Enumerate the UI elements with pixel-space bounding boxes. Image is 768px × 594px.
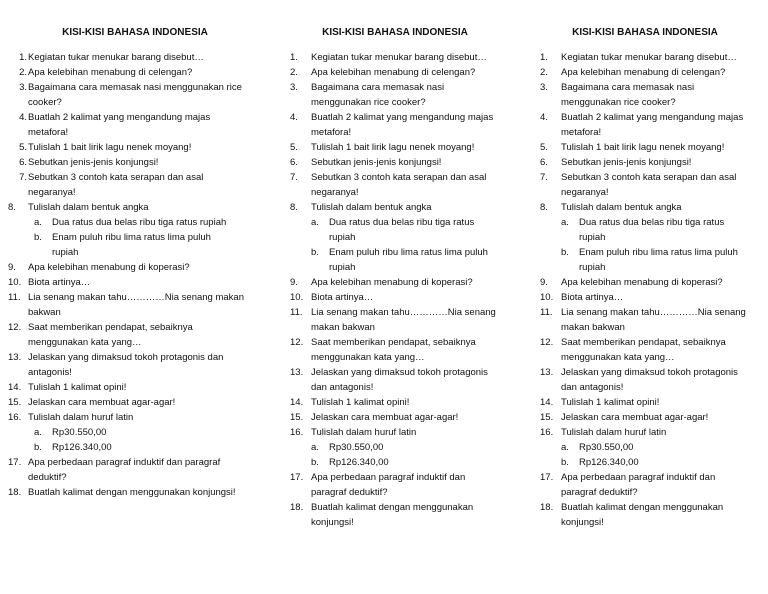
question-number: 14. [290,397,304,408]
question-item [290,410,500,425]
question-number: 2. [19,67,27,78]
sheet-title: KISI-KISI BAHASA INDONESIA [62,27,208,38]
question-item [8,380,250,395]
question-text: Buatlah kalimat dengan menggunakan konjungsi! [311,502,474,528]
sub-question-letter: a. [311,442,319,453]
question-text: Kegiatan tukar menukar barang disebut… [311,52,487,63]
question-item [290,335,500,365]
question-text: Jelaskan yang dimaksud tokoh protagonis dan antagonis! [311,367,488,393]
question-number: 3. [540,82,548,93]
question-number: 18. [290,502,304,513]
question-item [8,455,250,485]
sub-question-item [290,245,500,275]
question-text: Tulislah dalam bentuk angka [561,202,682,213]
question-text: Bagaimana cara memasak nasi menggunakan rice cooker? [28,82,242,108]
question-text: Lia senang makan tahu…………Nia senang makan bakwan [561,307,746,333]
sub-question-item [14,215,250,230]
question-number: 17. [290,472,304,483]
question-text: Jelaskan cara membuat agar-agar! [311,412,459,423]
question-text: Tulislah dalam bentuk angka [311,202,432,213]
question-number: 8. [8,202,16,213]
sub-question-item [290,440,500,455]
question-text: Jelaskan cara membuat agar-agar! [561,412,709,423]
question-text: Kegiatan tukar menukar barang disebut… [28,52,204,63]
sub-question-item [14,230,250,260]
question-item [14,50,250,65]
question-text: Sebutkan jenis-jenis konjungsi! [28,157,159,168]
sub-question-text: Rp30.550,00 [579,442,634,453]
question-item [14,140,250,155]
sub-question-text: Dua ratus dua belas ribu tiga ratus rupiah [579,217,725,243]
question-item [540,335,750,365]
question-item [290,80,500,110]
sub-question-text: Dua ratus dua belas ribu tiga ratus rupiah [329,217,475,243]
question-number: 1. [19,52,27,63]
question-item [540,290,750,305]
question-text: Tulislah 1 bait lirik lagu nenek moyang! [311,142,475,153]
question-text: Tulislah dalam huruf latin [28,412,134,423]
question-sheet-2 [290,26,500,530]
question-number: 12. [540,337,554,348]
sheet-title: KISI-KISI BAHASA INDONESIA [572,27,718,38]
question-number: 1. [290,52,298,63]
question-number: 6. [540,157,548,168]
question-number: 9. [8,262,16,273]
question-number: 2. [540,67,548,78]
question-text: Tulislah dalam huruf latin [311,427,417,438]
question-item [290,365,500,395]
sub-question-letter: a. [34,427,42,438]
question-text: Jelaskan yang dimaksud tokoh protagonis dan antagonis! [561,367,738,393]
question-number: 1. [540,52,548,63]
question-number: 3. [19,82,27,93]
sub-question-letter: a. [34,217,42,228]
question-text: Sebutkan 3 contoh kata serapan dan asal negaranya! [28,172,204,198]
sub-question-text: Rp126.340,00 [579,457,639,468]
question-item [540,65,750,80]
sub-question-item [540,455,750,470]
question-item [290,170,500,200]
question-number: 11. [8,292,21,303]
question-number: 5. [290,142,298,153]
question-text: Saat memberikan pendapat, sebaiknya menggunakan kata yang… [28,322,193,348]
question-number: 15. [290,412,304,423]
question-item [540,50,750,65]
question-text: Tulislah dalam huruf latin [561,427,667,438]
question-number: 16. [8,412,22,423]
question-item [540,395,750,410]
question-text: Tulislah 1 kalimat opini! [311,397,410,408]
sub-question-text: Enam puluh ribu lima ratus lima puluh rupiah [329,247,488,273]
question-number: 8. [290,202,298,213]
question-text: Biota artinya… [28,277,91,288]
question-number: 13. [290,367,304,378]
question-number: 14. [8,382,22,393]
question-sheet-3 [540,26,750,530]
question-number: 11. [290,307,303,318]
question-text: Sebutkan jenis-jenis konjungsi! [311,157,442,168]
sub-question-letter: a. [561,217,569,228]
question-number: 10. [540,292,554,303]
question-item [290,305,500,335]
question-number: 6. [19,157,27,168]
sub-question-letter: b. [34,442,42,453]
question-number: 7. [540,172,548,183]
question-number: 14. [540,397,554,408]
question-text: Apa kelebihan menabung di celengan? [561,67,726,78]
question-text: Lia senang makan tahu…………Nia senang makan bakwan [28,292,244,318]
question-item [290,200,500,215]
question-item [14,65,250,80]
question-number: 9. [290,277,298,288]
question-text: Buatlah kalimat dengan menggunakan konjungsi! [28,487,236,498]
question-item [8,395,250,410]
sub-question-item [540,245,750,275]
question-number: 13. [540,367,554,378]
question-item [540,155,750,170]
sub-question-letter: a. [311,217,319,228]
question-number: 18. [540,502,554,513]
sub-question-letter: b. [561,457,569,468]
question-item [290,395,500,410]
question-text: Buatlah 2 kalimat yang mengandung majas metafora! [311,112,494,138]
question-text: Tulislah 1 bait lirik lagu nenek moyang! [561,142,725,153]
question-item [290,425,500,440]
question-item [540,80,750,110]
sub-question-item [290,215,500,245]
question-item [290,50,500,65]
sub-question-text: Dua ratus dua belas ribu tiga ratus rupiah [52,217,227,228]
question-item [540,140,750,155]
question-text: Apa perbedaan paragraf induktif dan paragraf deduktif? [311,472,466,498]
question-item [8,200,250,215]
question-text: Jelaskan cara membuat agar-agar! [28,397,176,408]
question-text: Tulislah 1 kalimat opini! [28,382,127,393]
question-number: 15. [540,412,554,423]
question-item [8,260,250,275]
question-number: 4. [540,112,548,123]
question-number: 11. [540,307,553,318]
sub-question-letter: b. [311,457,319,468]
question-text: Buatlah kalimat dengan menggunakan konjungsi! [561,502,724,528]
sub-question-letter: a. [561,442,569,453]
question-item [540,410,750,425]
question-text: Apa kelebihan menabung di koperasi? [28,262,190,273]
question-number: 12. [8,322,22,333]
question-text: Lia senang makan tahu…………Nia senang makan bakwan [311,307,496,333]
question-number: 7. [290,172,298,183]
question-item [290,500,500,530]
question-item [290,290,500,305]
question-number: 5. [19,142,27,153]
question-number: 12. [290,337,304,348]
question-text: Apa kelebihan menabung di celengan? [311,67,476,78]
question-number: 17. [8,457,22,468]
question-item [14,110,250,140]
question-text: Buatlah 2 kalimat yang mengandung majas metafora! [28,112,211,138]
question-text: Bagaimana cara memasak nasi menggunakan rice cooker? [311,82,445,108]
question-text: Apa perbedaan paragraf induktif dan paragraf deduktif? [28,457,221,483]
question-number: 16. [290,427,304,438]
question-item [14,80,250,110]
question-text: Apa kelebihan menabung di koperasi? [561,277,723,288]
sub-question-text: Rp30.550,00 [52,427,107,438]
question-text: Buatlah 2 kalimat yang mengandung majas metafora! [561,112,744,138]
question-text: Biota artinya… [561,292,624,303]
question-item [8,410,250,425]
question-item [540,425,750,440]
question-sheet-1 [8,26,250,500]
sub-question-item [540,215,750,245]
question-text: Sebutkan jenis-jenis konjungsi! [561,157,692,168]
question-number: 3. [290,82,298,93]
question-item [290,65,500,80]
sub-question-letter: b. [34,232,42,243]
question-number: 16. [540,427,554,438]
question-item [8,290,250,320]
question-text: Saat memberikan pendapat, sebaiknya menggunakan kata yang… [311,337,476,363]
sub-question-letter: b. [311,247,319,258]
question-number: 18. [8,487,22,498]
question-text: Apa kelebihan menabung di koperasi? [311,277,473,288]
question-text: Kegiatan tukar menukar barang disebut… [561,52,737,63]
question-item [540,200,750,215]
question-number: 13. [8,352,22,363]
question-number: 5. [540,142,548,153]
question-text: Sebutkan 3 contoh kata serapan dan asal negaranya! [561,172,737,198]
question-text: Tulislah dalam bentuk angka [28,202,149,213]
sub-question-item [14,425,250,440]
question-text: Sebutkan 3 contoh kata serapan dan asal negaranya! [311,172,487,198]
question-item [540,305,750,335]
sub-question-text: Enam puluh ribu lima ratus lima puluh rupiah [52,232,211,258]
sub-question-item [540,440,750,455]
sub-question-letter: b. [561,247,569,258]
question-item [540,500,750,530]
question-item [8,320,250,350]
question-text: Apa kelebihan menabung di celengan? [28,67,193,78]
question-item [540,110,750,140]
question-number: 4. [19,112,27,123]
question-number: 4. [290,112,298,123]
question-item [290,140,500,155]
question-text: Bagaimana cara memasak nasi menggunakan rice cooker? [561,82,695,108]
question-item [540,470,750,500]
question-number: 6. [290,157,298,168]
question-text: Biota artinya… [311,292,374,303]
question-text: Saat memberikan pendapat, sebaiknya menggunakan kata yang… [561,337,726,363]
question-item [540,275,750,290]
question-text: Apa perbedaan paragraf induktif dan paragraf deduktif? [561,472,716,498]
question-item [290,155,500,170]
question-item [8,275,250,290]
question-number: 7. [19,172,27,183]
question-number: 10. [290,292,304,303]
question-number: 8. [540,202,548,213]
sub-question-item [290,455,500,470]
question-item [14,155,250,170]
sub-question-text: Rp126.340,00 [52,442,112,453]
question-text: Tulislah 1 bait lirik lagu nenek moyang! [28,142,192,153]
sheet-title: KISI-KISI BAHASA INDONESIA [322,27,468,38]
question-number: 10. [8,277,22,288]
question-item [540,170,750,200]
sub-question-text: Rp126.340,00 [329,457,389,468]
question-number: 9. [540,277,548,288]
question-number: 2. [290,67,298,78]
sub-question-item [14,440,250,455]
question-text: Jelaskan yang dimaksud tokoh protagonis dan antagonis! [28,352,224,378]
question-item [8,350,250,380]
sub-question-text: Enam puluh ribu lima ratus lima puluh rupiah [579,247,738,273]
question-item [8,485,250,500]
question-number: 17. [540,472,554,483]
question-number: 15. [8,397,22,408]
sub-question-text: Rp30.550,00 [329,442,384,453]
question-item [14,170,250,200]
question-item [290,275,500,290]
question-item [540,365,750,395]
question-text: Tulislah 1 kalimat opini! [561,397,660,408]
question-item [290,110,500,140]
question-item [290,470,500,500]
